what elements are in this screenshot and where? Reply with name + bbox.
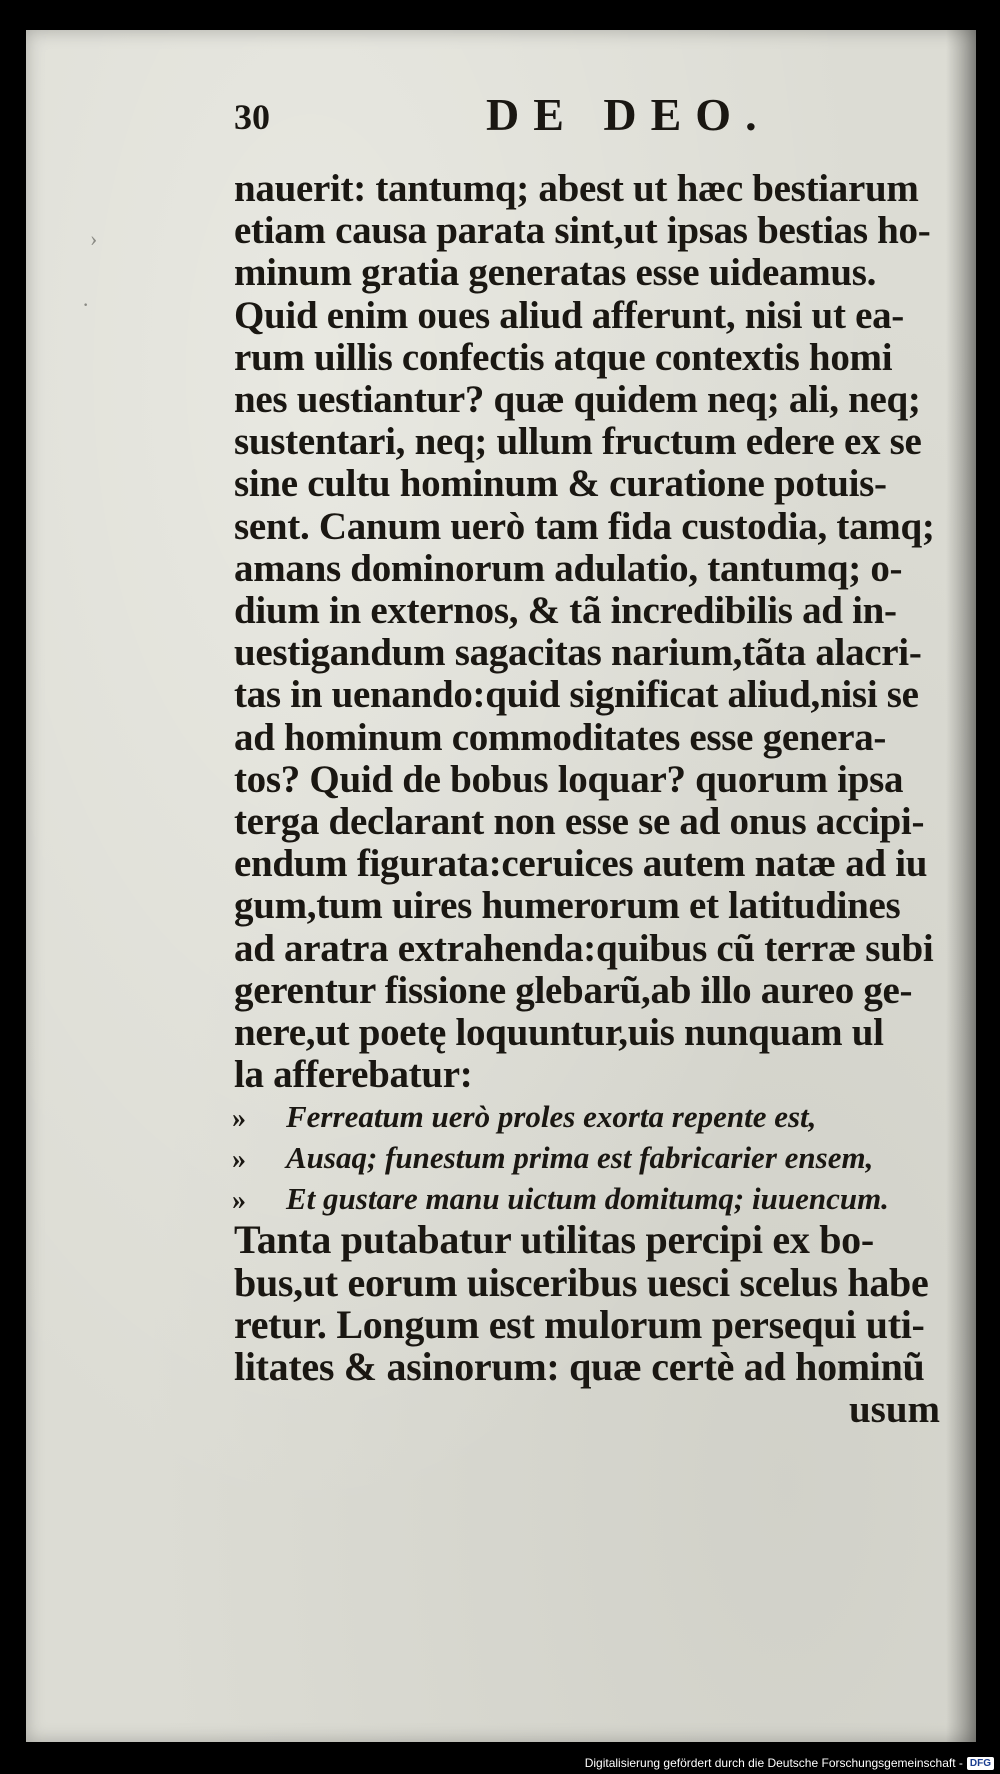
catchword: usum (848, 1388, 940, 1432)
text-line: ad aratra extrahenda:quibus cũ terræ subi (234, 926, 934, 970)
credit-text: Digitalisierung gefördert durch die Deutsche Forschungsgemeinschaft - (584, 1756, 963, 1770)
verse-quote-mark: » (232, 1103, 246, 1135)
text-line: endum figurata:ceruices autem natæ ad iu (234, 842, 928, 886)
verse-text: Ausaq; funestum prima est fabricarier ensem, (286, 1140, 874, 1176)
verse-quote-mark: » (232, 1185, 246, 1217)
page-number: 30 (234, 97, 270, 137)
text-line: Quid enim oues aliud afferunt, nisi ut ea- (234, 293, 904, 337)
verse-text: Ferreatum uerò proles exorta repente est, (286, 1099, 817, 1135)
verse-line (234, 1137, 974, 1178)
text-line: sent. Canum uerò tam fida custodia, tamq; (234, 504, 935, 548)
text-line: dium in externos, & tã incredibilis ad in- (234, 589, 897, 633)
text-line: gerentur fissione glebarũ,ab illo aureo ge- (234, 968, 913, 1012)
verse-line (234, 1096, 974, 1137)
text-line: terga declarant non esse se ad onus accipi- (234, 800, 925, 844)
text-line: la afferebatur: (234, 1053, 473, 1097)
digitization-credit (585, 1756, 994, 1770)
margin-mark: · (82, 292, 90, 317)
text-line: rum uillis confectis atque contextis homi (234, 335, 893, 379)
text-line: nere,ut poetę loquuntur,uis nunquam ul (234, 1011, 884, 1055)
running-title: DE DEO. (486, 89, 771, 140)
text-line: ad hominum commoditates esse genera- (234, 715, 887, 759)
book-page (26, 30, 976, 1742)
verse-line (234, 1178, 974, 1219)
text-line: Tanta putabatur utilitas percipi ex bo- (234, 1217, 874, 1263)
text-line: sine cultu hominum & curatione potuis- (234, 462, 887, 506)
text-line: etiam causa parata sint,ut ipsas bestias ho- (234, 209, 931, 253)
text-line: litates & asinorum: quæ certè ad hominũ (234, 1344, 925, 1390)
text-line: gum,tum uires humerorum et latitudines (234, 884, 901, 928)
text-line: sustentari, neq; ullum fructum edere ex se (234, 420, 922, 464)
text-line: uestigandum sagacitas narium,tãta alacri- (234, 631, 922, 675)
text-line: nes uestiantur? quæ quidem neq; ali, neq; (234, 378, 921, 422)
text-line: bus,ut eorum uisceribus uesci scelus habe (234, 1259, 929, 1305)
text-line: tas in uenando:quid significat aliud,nisi se (234, 673, 919, 717)
verse-text: Et gustare manu uictum domitumq; iuuencum. (286, 1181, 889, 1217)
text-line: nauerit: tantumq; abest ut hæc bestiarum (234, 167, 919, 210)
verse-quote-mark: » (232, 1144, 246, 1176)
main-text (234, 168, 974, 1432)
text-line: amans dominorum adulatio, tantumq; o- (234, 546, 903, 590)
margin-mark: › (90, 226, 98, 251)
text-line: retur. Longum est mulorum persequi uti- (234, 1301, 925, 1347)
page-header (234, 88, 794, 148)
dfg-logo-icon: DFG (967, 1757, 994, 1770)
text-line: minum gratia generatas esse uideamus. (234, 251, 877, 295)
text-line: tos? Quid de bobus loquar? quorum ipsa (234, 757, 904, 801)
